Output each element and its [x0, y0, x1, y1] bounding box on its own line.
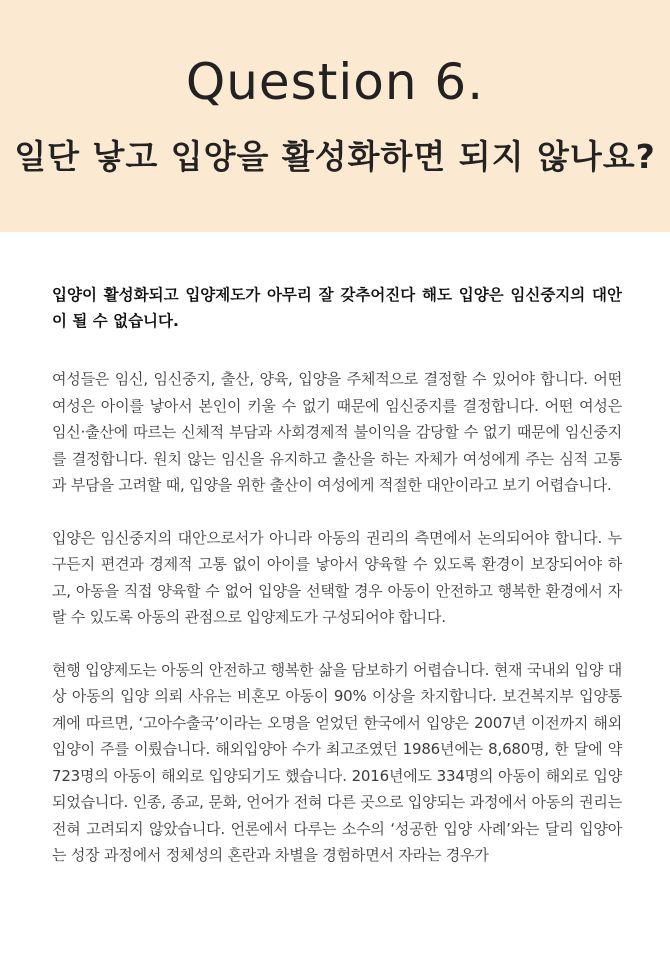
question-subtitle: 일단 낳고 입양을 활성화하면 되지 않나요?: [14, 137, 656, 176]
header-banner: [0, 0, 670, 232]
question-title: Question 6.: [185, 53, 485, 111]
lead-statement: 입양이 활성화되고 입양제도가 아무리 잘 갖추어진다 해도 입양은 임신중지의 대안이 될 수 없습니다.: [52, 286, 622, 330]
paragraph-2: 입양은 임신중지의 대안으로서가 아니라 아동의 권리의 측면에서 논의되어야 합니다. 누구든지 편견과 경제적 고통 없이 아이를 낳아서 양육할 수 있도록 환경이 보장되어야 하고, 아동을 직접 양육할 수 없어 입양을 선택할 경우 아동이 안전하고 행복한 환경에서 자랄 수 있도록 아동의 관점으로 입양제도가 구성되어야 합니다.: [52, 528, 622, 626]
article-body: [52, 282, 622, 869]
paragraph-1: 여성들은 임신, 임신중지, 출산, 양육, 입양을 주체적으로 결정할 수 있어야 합니다. 어떤 여성은 아이를 낳아서 본인이 키울 수 없기 때문에 임신중지를 결정합니다. 어떤 여성은 임신·출산에 따르는 신체적 부담과 사회경제적 불이익을 감당할 수 없기 때문에 임신중지를 결정합니다. 원치 않는 임신을 유지하고 출산을 하는 자체가 여성에게 주는 심적 고통과 부담을 고려할 때, 입양을 위한 출산이 여성에게 적절한 대안이라고 보기 어렵습니다.: [52, 370, 622, 494]
paragraph-3: 현행 입양제도는 아동의 안전하고 행복한 삶을 담보하기 어렵습니다. 현재 국내외 입양 대상 아동의 입양 의뢰 사유는 비혼모 아동이 90% 이상을 차지합니다. 보건복지부 입양통계에 따르면, ‘고아수출국’이라는 오명을 얻었던 한국에서 입양은 2007년 이전까지 해외입양이 주를 이뤘습니다. 해외입양아 수가 최고조였던 1986년에는 8,680명, 한 달에 약 723명의 아동이 해외로 입양되기도 했습니다. 2016년에도 334명의 아동이 해외로 입양되었습니다. 인종, 종교, 문화, 언어가 전혀 다른 곳으로 입양되는 과정에서 아동의 권리는 전혀 고려되지 않았습니다. 언론에서 다루는 소수의 ‘성공한 입양 사례’와는 달리 입양아는 성장 과정에서 정체성의 혼란과 차별을 경험하면서 자라는 경우가: [52, 660, 622, 864]
